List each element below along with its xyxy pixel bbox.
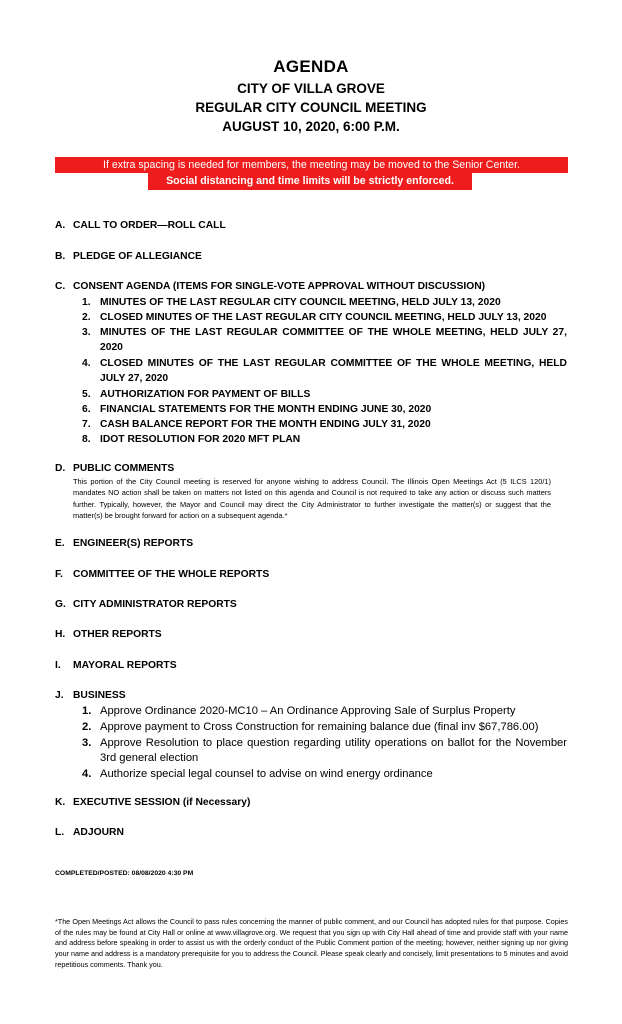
notice-social-distancing: Social distancing and time limits will be strictly enforced. xyxy=(148,173,472,190)
item-text: Authorize special legal counsel to advise on wind energy ordinance xyxy=(100,768,433,780)
footnote: *The Open Meetings Act allows the Council to pass rules concerning the manner of public comment, and our Council has adopted rules for that purpose. Copies of the rules may be found at City Hall or online at www.villagrove.org. We request that you sign up with City Hall ahead of time and provide staff with your name and address before speaking in order to assist us with the orderly conduct of the Public Comment portion of the meeting; however, neither signing up nor giving your name and address is a mandatory prerequisite for you to address the Council. Please speak clearly and concisely, limit presentations to 5 minutes and avoid repetitious comments. Thank you. xyxy=(55,917,568,969)
consent-item xyxy=(82,387,567,402)
section-label: BUSINESS xyxy=(73,690,126,701)
item-text: IDOT RESOLUTION FOR 2020 MFT PLAN xyxy=(100,434,301,445)
item-number: 1. xyxy=(82,297,91,308)
section-engineer-reports xyxy=(55,538,193,549)
section-mayoral-reports xyxy=(55,660,177,671)
section-label: CONSENT AGENDA (ITEMS FOR SINGLE-VOTE APPROVAL WITHOUT DISCUSSION) xyxy=(73,281,486,292)
item-text: AUTHORIZATION FOR PAYMENT OF BILLS xyxy=(100,389,311,400)
item-number: 4. xyxy=(82,768,92,780)
section-letter: I. xyxy=(55,660,61,671)
section-call-to-order xyxy=(55,220,226,231)
item-text: MINUTES OF THE LAST REGULAR COMMITTEE OF THE WHOLE MEETING, HELD JULY 27, 2020 xyxy=(100,327,567,353)
posted-timestamp: COMPLETED/POSTED: 08/08/2020 4:30 PM xyxy=(55,870,194,877)
section-label: PUBLIC COMMENTS xyxy=(73,463,175,474)
section-label: OTHER REPORTS xyxy=(73,629,162,640)
section-letter: C. xyxy=(55,281,66,292)
section-label: EXECUTIVE SESSION (if Necessary) xyxy=(73,797,251,808)
item-number: 2. xyxy=(82,312,91,323)
section-business xyxy=(55,690,126,701)
section-adjourn xyxy=(55,827,124,838)
section-letter: A. xyxy=(55,220,66,231)
section-letter: D. xyxy=(55,463,66,474)
meeting-type: REGULAR CITY COUNCIL MEETING xyxy=(195,100,427,115)
section-letter: L. xyxy=(55,827,65,838)
item-text: CASH BALANCE REPORT FOR THE MONTH ENDING JULY 31, 2020 xyxy=(100,419,431,430)
section-executive-session xyxy=(55,797,250,808)
section-label: ADJOURN xyxy=(73,827,124,838)
city-name: CITY OF VILLA GROVE xyxy=(237,81,385,96)
item-number: 3. xyxy=(82,737,92,749)
section-letter: J. xyxy=(55,690,64,701)
item-number: 6. xyxy=(82,404,91,415)
section-label: COMMITTEE OF THE WHOLE REPORTS xyxy=(73,569,270,580)
section-letter: K. xyxy=(55,797,66,808)
consent-item xyxy=(82,432,567,447)
business-item xyxy=(82,736,567,766)
consent-item xyxy=(82,310,567,325)
item-text: MINUTES OF THE LAST REGULAR CITY COUNCIL MEETING, HELD JULY 13, 2020 xyxy=(100,297,501,308)
business-item xyxy=(82,720,567,735)
item-text: Approve payment to Cross Construction for remaining balance due (final inv $67,786.00) xyxy=(100,721,539,733)
item-number: 2. xyxy=(82,721,92,733)
consent-item xyxy=(82,417,567,432)
agenda-title: AGENDA xyxy=(273,57,349,76)
notice-spacing: If extra spacing is needed for members, the meeting may be moved to the Senior Center. xyxy=(55,157,568,173)
section-city-administrator-reports xyxy=(55,599,237,610)
section-letter: H. xyxy=(55,629,66,640)
section-label: PLEDGE OF ALLEGIANCE xyxy=(73,251,202,262)
business-item xyxy=(82,704,567,719)
item-number: 1. xyxy=(82,705,92,717)
consent-item xyxy=(82,325,567,355)
section-label: CITY ADMINISTRATOR REPORTS xyxy=(73,599,237,610)
item-number: 4. xyxy=(82,358,91,369)
item-number: 3. xyxy=(82,327,91,338)
item-number: 5. xyxy=(82,389,91,400)
section-label: CALL TO ORDER—ROLL CALL xyxy=(73,220,226,231)
section-letter: G. xyxy=(55,599,66,610)
consent-item xyxy=(82,295,567,310)
item-number: 7. xyxy=(82,419,91,430)
public-comments-note: This portion of the City Council meeting is reserved for anyone wishing to address Council. The Illinois Open Meetings Act (5 ILCS 120/1) mandates NO action shall be taken on matters not listed on this agenda and Council is not required to take any action or discuss such matters further. Typically, however, the Mayor and Council may direct the City Administrator to further investigate the matter(s) or suggest that the matter(s) be brought forward for action on a subsequent agenda.* xyxy=(73,477,551,520)
consent-item xyxy=(82,402,567,417)
section-committee-reports xyxy=(55,569,269,580)
section-letter: F. xyxy=(55,569,64,580)
item-text: CLOSED MINUTES OF THE LAST REGULAR COMMITTEE OF THE WHOLE MEETING, HELD JULY 27, 2020 xyxy=(100,358,567,384)
consent-item xyxy=(82,356,567,386)
item-text: Approve Ordinance 2020-MC10 – An Ordinance Approving Sale of Surplus Property xyxy=(100,705,516,717)
section-letter: E. xyxy=(55,538,65,549)
section-label: MAYORAL REPORTS xyxy=(73,660,177,671)
meeting-date: AUGUST 10, 2020, 6:00 P.M. xyxy=(222,119,400,134)
section-consent-agenda xyxy=(55,281,485,292)
item-text: FINANCIAL STATEMENTS FOR THE MONTH ENDING JUNE 30, 2020 xyxy=(100,404,432,415)
item-text: Approve Resolution to place question regarding utility operations on ballot for the November 3rd general election xyxy=(100,737,567,764)
section-public-comments xyxy=(55,463,174,474)
item-text: CLOSED MINUTES OF THE LAST REGULAR CITY COUNCIL MEETING, HELD JULY 13, 2020 xyxy=(100,312,547,323)
item-number: 8. xyxy=(82,434,91,445)
section-letter: B. xyxy=(55,251,66,262)
section-label: ENGINEER(S) REPORTS xyxy=(73,538,194,549)
business-item xyxy=(82,767,567,782)
section-pledge xyxy=(55,251,202,262)
section-other-reports xyxy=(55,629,162,640)
